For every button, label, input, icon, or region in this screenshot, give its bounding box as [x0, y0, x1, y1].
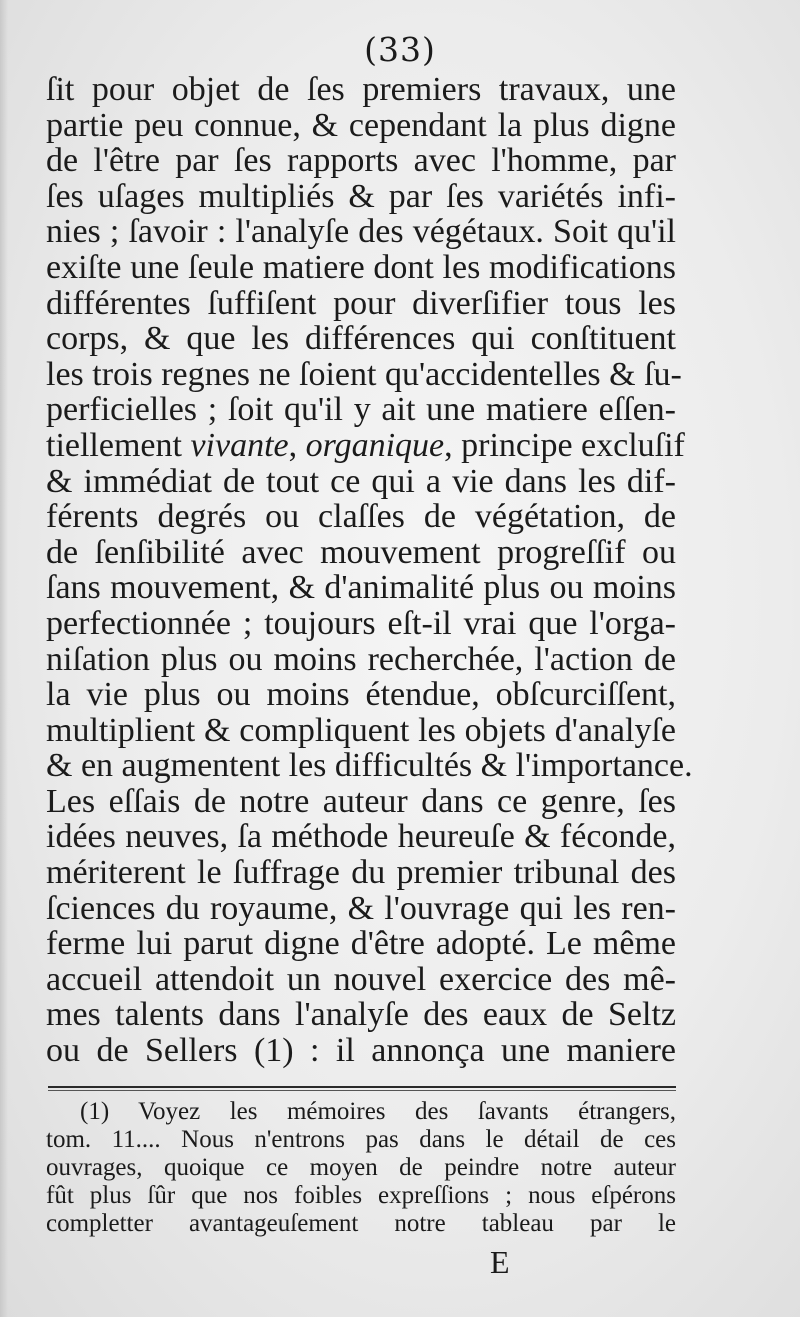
text-line: différentes ſuffiſent pour diverſifier tous les: [46, 284, 676, 322]
text-line: corps, & que les différences qui conſtituent: [46, 320, 676, 358]
text-line: Les eſſais de notre auteur dans ce genre, ſes: [46, 782, 676, 820]
footnote-line: tom. 11.... Nous n'entrons pas dans le détail de ces: [46, 1126, 676, 1153]
text-line: les trois regnes ne ſoient qu'accidentelles & ſu-: [46, 355, 682, 393]
footnote-rule-thin: [48, 1090, 676, 1091]
text-line: & en augmentent les difficultés & l'importance.: [46, 747, 693, 785]
text-line: nies ; ſavoir : l'analyſe des végétaux. Soit qu'il: [46, 213, 676, 251]
signature-mark: E: [490, 1244, 510, 1280]
footnote-line: (1) Voyez les mémoires des ſavants étrangers,: [80, 1098, 676, 1125]
text-line: exiſte une ſeule matiere dont les modifications: [46, 248, 676, 286]
text-line: multiplient & compliquent les objets d'analyſe: [46, 711, 676, 749]
page-gutter-shadow: [0, 0, 8, 1317]
text-line: niſation plus ou moins recherchée, l'action de: [46, 640, 676, 678]
text-line: ſans mouvement, & d'animalité plus ou moins: [46, 569, 676, 607]
text-line: mériterent le ſuffrage du premier tribunal des: [46, 854, 676, 892]
text-line: ferme lui parut digne d'être adopté. Le même: [46, 925, 676, 963]
page-number: (33): [364, 30, 436, 69]
text-line: ſciences du royaume, & l'ouvrage qui les ren-: [46, 889, 676, 927]
text-line: accueil attendoit un nouvel exercice des mê-: [46, 960, 676, 998]
text-line: de ſenſibilité avec mouvement progreſſif ou: [46, 533, 676, 571]
text-line: férents degrés ou claſſes de végétation, de: [46, 498, 676, 536]
text-line: ſes uſages multipliés & par ſes variétés infi-: [46, 177, 676, 215]
text-line: & immédiat de tout ce qui a vie dans les dif-: [46, 462, 676, 500]
text-line: de l'être par ſes rapports avec l'homme, par: [46, 142, 676, 180]
text-line: mes talents dans l'analyſe des eaux de Seltz: [46, 996, 676, 1034]
body-text: [46, 71, 693, 1070]
footnote: [46, 1098, 676, 1238]
footnote-line: completter avantageuſement notre tableau par le: [46, 1210, 676, 1237]
text-line: tiellement vivante, organique, principe excluſif: [46, 426, 685, 464]
emphasis-text: vivante: [190, 426, 289, 464]
text-line: idées neuves, ſa méthode heureuſe & féconde,: [46, 818, 676, 856]
text-line: partie peu connue, & cependant la plus digne: [46, 106, 676, 144]
footnote-rule: [48, 1086, 676, 1088]
footnote-line: fût plus ſûr que nos foibles expreſſions ; nous eſpérons: [46, 1182, 676, 1209]
text-line: perfectionnée ; toujours eſt-il vrai que l'orga-: [46, 604, 676, 642]
text-line: ou de Sellers (1) : il annonça une maniere: [46, 1032, 676, 1070]
emphasis-text: organique: [305, 426, 445, 464]
text-line: perficielles ; ſoit qu'il y ait une matiere eſſen-: [46, 391, 676, 429]
text-line: la vie plus ou moins étendue, obſcurciſſent,: [46, 676, 676, 714]
text-line: ſit pour objet de ſes premiers travaux, une: [46, 71, 676, 108]
footnote-line: ouvrages, quoique ce moyen de peindre notre auteur: [46, 1154, 676, 1181]
